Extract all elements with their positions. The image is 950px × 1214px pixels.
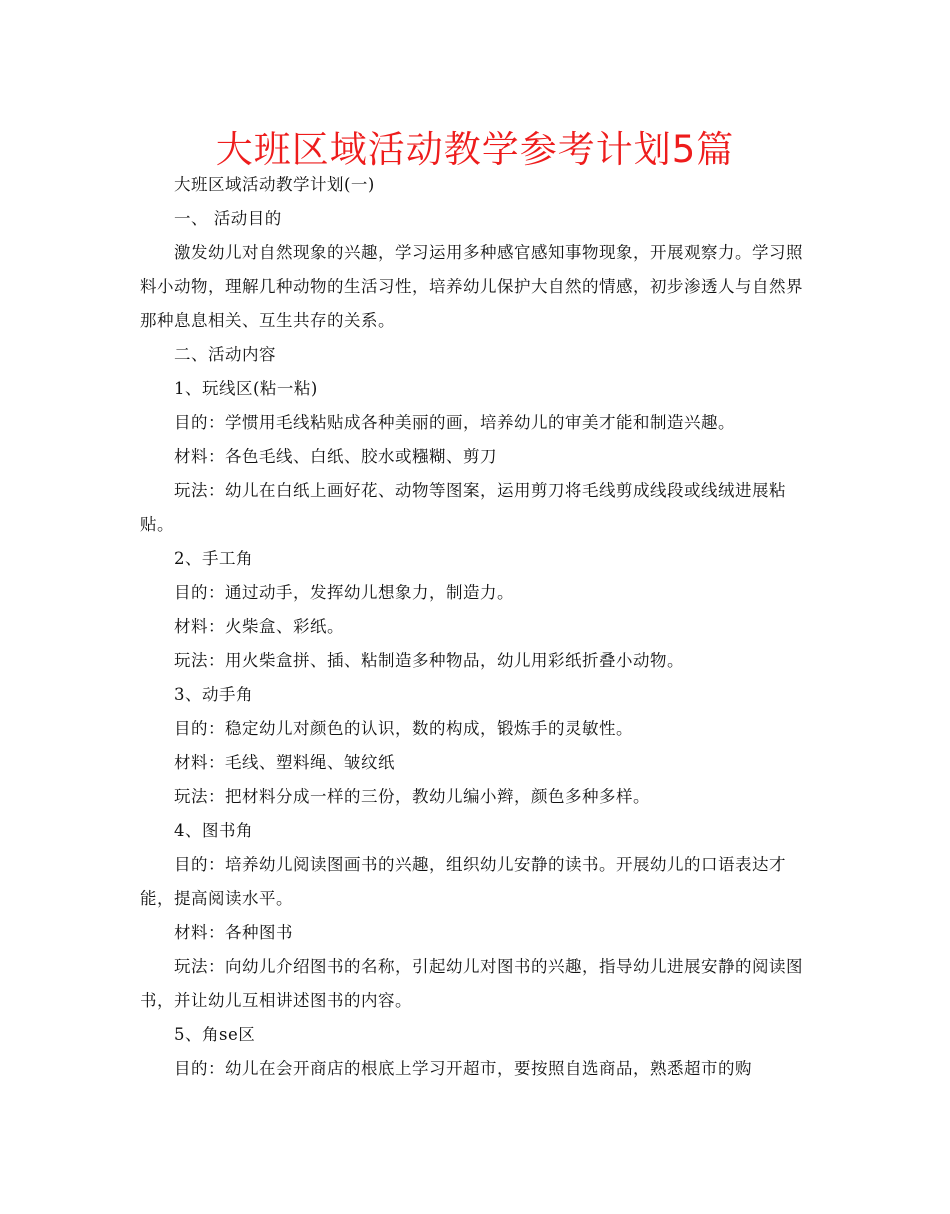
area-heading: 2、手工角 [174, 549, 253, 568]
area-heading: 3、动手角 [174, 685, 253, 704]
area-goal: 目的：幼儿在会开商店的根底上学习开超市，要按照自选商品，熟悉超市的购 [174, 1059, 752, 1078]
area-goal: 目的：通过动手，发挥幼儿想象力，制造力。 [174, 583, 514, 602]
area-materials: 材料：各种图书 [174, 923, 293, 942]
document-title: 大班区域活动教学参考计划5篇 [215, 128, 735, 171]
area-heading: 4、图书角 [174, 821, 253, 840]
section-heading: 一、 活动目的 [174, 209, 282, 228]
paragraph: 激发幼儿对自然现象的兴趣，学习运用多种感官感知事物现象，开展观察力。学习照料小动物，理解几种动物的生活习性，培养幼儿保护大自然的情感，初步渗透人与自然界那种息息相关、互生共存的关系。 [140, 243, 803, 330]
section-heading: 二、活动内容 [174, 345, 276, 364]
area-materials: 材料：毛线、塑料绳、皱纹纸 [174, 753, 395, 772]
area-play: 玩法：幼儿在白纸上画好花、动物等图案，运用剪刀将毛线剪成线段或线绒进展粘贴。 [140, 481, 786, 534]
area-heading: 1、玩线区(粘一粘) [174, 379, 318, 398]
document-body [140, 168, 814, 1086]
area-goal: 目的：培养幼儿阅读图画书的兴趣，组织幼儿安静的读书。开展幼儿的口语表达才能，提高阅读水平。 [140, 855, 786, 908]
area-play: 玩法：把材料分成一样的三份，教幼儿编小辫，颜色多种多样。 [174, 787, 650, 806]
area-materials: 材料：各色毛线、白纸、胶水或糨糊、剪刀 [174, 447, 497, 466]
area-play: 玩法：用火柴盒拼、插、粘制造多种物品，幼儿用彩纸折叠小动物。 [174, 651, 684, 670]
area-heading: 5、角se区 [174, 1025, 256, 1044]
area-goal: 目的：学惯用毛线粘贴成各种美丽的画，培养幼儿的审美才能和制造兴趣。 [174, 413, 735, 432]
subtitle: 大班区域活动教学计划(一) [174, 175, 375, 194]
area-goal: 目的：稳定幼儿对颜色的认识，数的构成，锻炼手的灵敏性。 [174, 719, 633, 738]
area-materials: 材料：火柴盒、彩纸。 [174, 617, 344, 636]
area-play: 玩法：向幼儿介绍图书的名称，引起幼儿对图书的兴趣，指导幼儿进展安静的阅读图书，并让幼儿互相讲述图书的内容。 [140, 957, 803, 1010]
